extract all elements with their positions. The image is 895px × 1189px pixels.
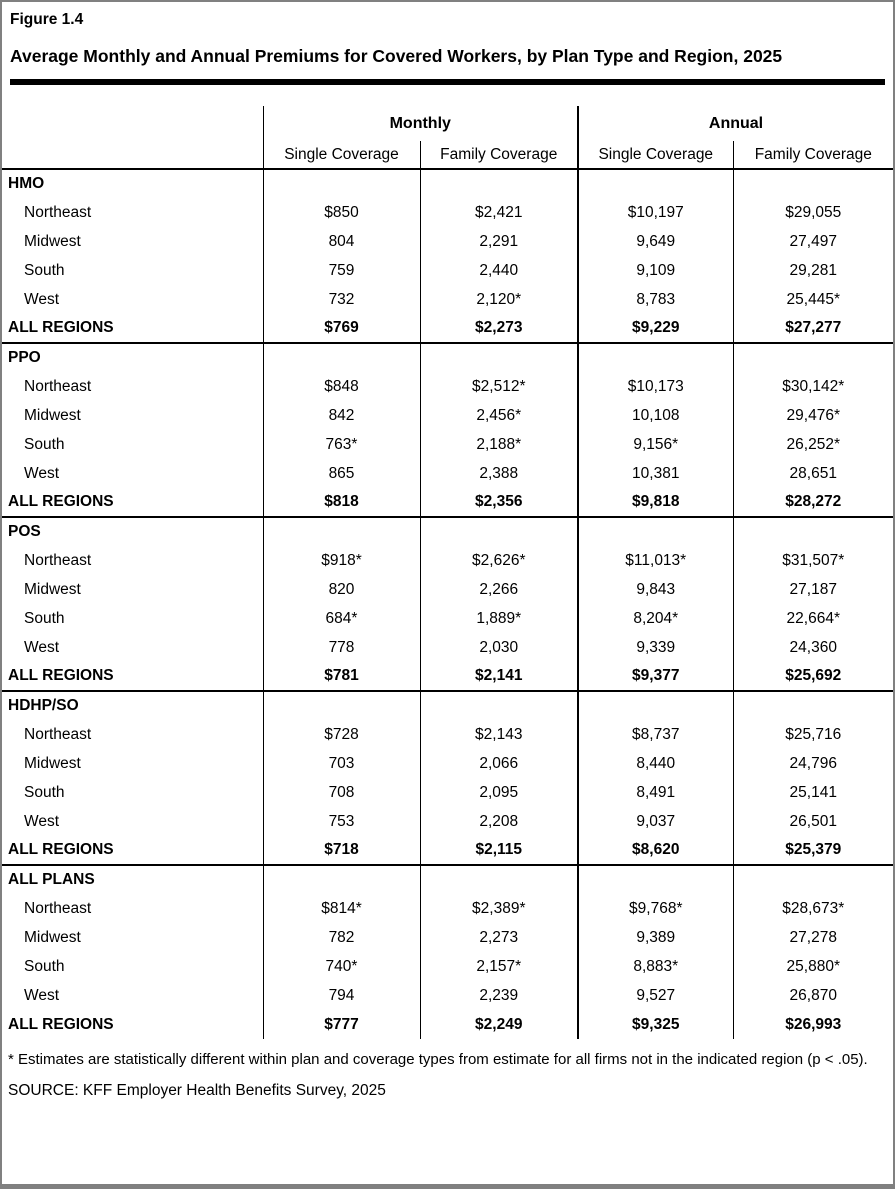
- empty-cell: [578, 691, 733, 720]
- figure-header: [2, 2, 893, 85]
- premium-value: $9,377: [578, 662, 733, 691]
- premium-value: $25,692: [733, 662, 893, 691]
- premium-value: 10,381: [578, 459, 733, 488]
- premium-value: 8,440: [578, 749, 733, 778]
- plan-section-hmo: [2, 169, 893, 343]
- premium-value: 2,120*: [420, 285, 578, 314]
- premium-value: 24,360: [733, 633, 893, 662]
- empty-cell: [263, 517, 420, 546]
- empty-cell: [420, 169, 578, 198]
- region-row-west: [2, 459, 893, 488]
- plan-header-row: [2, 517, 893, 546]
- premium-value: $9,325: [578, 1010, 733, 1039]
- region-row-northeast: [2, 720, 893, 749]
- premium-value: 753: [263, 807, 420, 836]
- premium-value: $2,249: [420, 1010, 578, 1039]
- premium-value: 708: [263, 778, 420, 807]
- premium-value: $25,716: [733, 720, 893, 749]
- premium-value: $27,277: [733, 314, 893, 343]
- premium-value: 820: [263, 575, 420, 604]
- premium-value: 8,883*: [578, 952, 733, 981]
- region-row-south: [2, 952, 893, 981]
- plan-header-row: [2, 865, 893, 894]
- premium-value: $848: [263, 372, 420, 401]
- empty-cell: [733, 517, 893, 546]
- premium-value: $11,013*: [578, 546, 733, 575]
- premium-value: $10,173: [578, 372, 733, 401]
- premium-value: $26,993: [733, 1010, 893, 1039]
- premium-value: 9,389: [578, 923, 733, 952]
- premium-value: $918*: [263, 546, 420, 575]
- premium-value: 26,501: [733, 807, 893, 836]
- premium-value: 8,783: [578, 285, 733, 314]
- region-label: Midwest: [24, 928, 81, 946]
- figure-number: Figure 1.4: [10, 11, 84, 28]
- plan-section-pos: [2, 517, 893, 691]
- region-row-northeast: [2, 546, 893, 575]
- plan-label: PPO: [2, 343, 263, 372]
- premium-value: 28,651: [733, 459, 893, 488]
- premium-value: 8,204*: [578, 604, 733, 633]
- premium-value: 2,030: [420, 633, 578, 662]
- premium-value: 10,108: [578, 401, 733, 430]
- empty-cell: [578, 517, 733, 546]
- premium-value: 25,141: [733, 778, 893, 807]
- region-label: West: [24, 812, 60, 830]
- premiums-table: [2, 106, 893, 1039]
- premium-value: 2,266: [420, 575, 578, 604]
- premium-value: 759: [263, 256, 420, 285]
- premium-value: $769: [263, 314, 420, 343]
- premium-value: 2,456*: [420, 401, 578, 430]
- region-row-midwest: [2, 749, 893, 778]
- premium-value: 29,476*: [733, 401, 893, 430]
- region-label: Northeast: [24, 203, 92, 221]
- all-regions-label: ALL REGIONS: [8, 841, 114, 858]
- premium-value: $2,512*: [420, 372, 578, 401]
- premium-value: 9,037: [578, 807, 733, 836]
- premium-value: 22,664*: [733, 604, 893, 633]
- premium-value: 778: [263, 633, 420, 662]
- premium-value: $728: [263, 720, 420, 749]
- region-label: Northeast: [24, 377, 92, 395]
- region-row-south: [2, 430, 893, 459]
- premium-value: $25,379: [733, 836, 893, 865]
- empty-cell: [420, 865, 578, 894]
- region-row-midwest: [2, 575, 893, 604]
- premium-value: $28,272: [733, 488, 893, 517]
- premium-value: 27,278: [733, 923, 893, 952]
- region-label: West: [24, 464, 60, 482]
- premium-value: $31,507*: [733, 546, 893, 575]
- region-row-midwest: [2, 923, 893, 952]
- empty-cell: [263, 169, 420, 198]
- empty-cell: [578, 865, 733, 894]
- all-regions-row: [2, 1010, 893, 1039]
- premium-value: 25,880*: [733, 952, 893, 981]
- premium-value: 2,239: [420, 981, 578, 1010]
- premium-value: 2,066: [420, 749, 578, 778]
- corner-cell: [2, 106, 263, 141]
- all-regions-row: [2, 836, 893, 865]
- empty-cell: [263, 691, 420, 720]
- region-row-northeast: [2, 372, 893, 401]
- plan-header-row: [2, 343, 893, 372]
- premium-value: 865: [263, 459, 420, 488]
- empty-cell: [420, 343, 578, 372]
- premium-value: $30,142*: [733, 372, 893, 401]
- region-row-west: [2, 807, 893, 836]
- all-regions-label: ALL REGIONS: [8, 493, 114, 510]
- plan-label: HDHP/SO: [2, 691, 263, 720]
- premium-value: 2,291: [420, 227, 578, 256]
- all-regions-row: [2, 488, 893, 517]
- premium-value: $2,273: [420, 314, 578, 343]
- monthly-family-header: Family Coverage: [420, 141, 578, 169]
- all-regions-label: ALL REGIONS: [8, 319, 114, 336]
- region-label: South: [24, 435, 65, 453]
- premium-value: 703: [263, 749, 420, 778]
- region-row-south: [2, 256, 893, 285]
- region-row-west: [2, 633, 893, 662]
- table-header: [2, 106, 893, 169]
- empty-cell: [733, 865, 893, 894]
- empty-cell: [578, 169, 733, 198]
- all-regions-label: ALL REGIONS: [8, 667, 114, 684]
- premium-value: 2,388: [420, 459, 578, 488]
- empty-cell: [420, 691, 578, 720]
- empty-cell: [420, 517, 578, 546]
- premium-value: 763*: [263, 430, 420, 459]
- premium-value: 9,527: [578, 981, 733, 1010]
- annual-single-header: Single Coverage: [578, 141, 733, 169]
- region-row-northeast: [2, 894, 893, 923]
- empty-cell: [733, 169, 893, 198]
- region-row-midwest: [2, 227, 893, 256]
- premium-value: 2,273: [420, 923, 578, 952]
- region-label: Midwest: [24, 754, 81, 772]
- region-row-west: [2, 981, 893, 1010]
- premium-value: $2,141: [420, 662, 578, 691]
- premium-value: 740*: [263, 952, 420, 981]
- premium-value: 1,889*: [420, 604, 578, 633]
- region-label: Northeast: [24, 725, 92, 743]
- premium-value: $9,768*: [578, 894, 733, 923]
- premium-value: $29,055: [733, 198, 893, 227]
- premium-value: 782: [263, 923, 420, 952]
- plan-section-hdhp-so: [2, 691, 893, 865]
- premium-value: $777: [263, 1010, 420, 1039]
- premium-value: $8,620: [578, 836, 733, 865]
- source-line: SOURCE: KFF Employer Health Benefits Survey, 2025: [8, 1082, 386, 1099]
- premium-value: 2,095: [420, 778, 578, 807]
- premium-value: $718: [263, 836, 420, 865]
- empty-cell: [733, 691, 893, 720]
- premium-value: 26,870: [733, 981, 893, 1010]
- premium-value: $2,356: [420, 488, 578, 517]
- premium-value: $10,197: [578, 198, 733, 227]
- premium-value: $814*: [263, 894, 420, 923]
- premium-value: $781: [263, 662, 420, 691]
- footnote: * Estimates are statistically different within plan and coverage types from estimate for all firms not in the indicated region (p < .05).: [8, 1051, 868, 1068]
- region-label: Midwest: [24, 580, 81, 598]
- region-row-south: [2, 604, 893, 633]
- premium-value: 794: [263, 981, 420, 1010]
- premium-value: 9,843: [578, 575, 733, 604]
- region-label: Midwest: [24, 406, 81, 424]
- region-label: Midwest: [24, 232, 81, 250]
- premium-value: 9,339: [578, 633, 733, 662]
- empty-cell: [578, 343, 733, 372]
- premium-value: 29,281: [733, 256, 893, 285]
- region-label: South: [24, 783, 65, 801]
- premium-value: 2,208: [420, 807, 578, 836]
- plan-label: HMO: [2, 169, 263, 198]
- premium-value: 804: [263, 227, 420, 256]
- column-header-row: [2, 141, 893, 169]
- premium-value: 842: [263, 401, 420, 430]
- region-label: Northeast: [24, 551, 92, 569]
- plan-section-all-plans: [2, 865, 893, 1039]
- premium-value: 9,156*: [578, 430, 733, 459]
- page-title: Average Monthly and Annual Premiums for Covered Workers, by Plan Type and Region, 2025: [10, 46, 783, 66]
- plan-header-row: [2, 691, 893, 720]
- premium-value: $2,626*: [420, 546, 578, 575]
- premium-value: $9,229: [578, 314, 733, 343]
- region-label: South: [24, 609, 65, 627]
- premium-value: 24,796: [733, 749, 893, 778]
- region-label: Northeast: [24, 899, 92, 917]
- monthly-group-header: Monthly: [263, 106, 578, 141]
- monthly-single-header: Single Coverage: [263, 141, 420, 169]
- premium-value: 732: [263, 285, 420, 314]
- all-regions-row: [2, 662, 893, 691]
- premium-value: $2,389*: [420, 894, 578, 923]
- premium-value: 8,491: [578, 778, 733, 807]
- premium-value: 27,187: [733, 575, 893, 604]
- premium-value: 26,252*: [733, 430, 893, 459]
- empty-cell: [263, 865, 420, 894]
- region-label: West: [24, 290, 60, 308]
- region-label: South: [24, 261, 65, 279]
- premium-value: $818: [263, 488, 420, 517]
- premium-value: 25,445*: [733, 285, 893, 314]
- column-group-row: [2, 106, 893, 141]
- premium-value: 2,440: [420, 256, 578, 285]
- plan-section-ppo: [2, 343, 893, 517]
- region-label: West: [24, 638, 60, 656]
- premium-value: $2,143: [420, 720, 578, 749]
- title-divider: [10, 79, 885, 85]
- all-regions-label: ALL REGIONS: [8, 1015, 114, 1033]
- region-label: South: [24, 957, 65, 975]
- annual-group-header: Annual: [578, 106, 893, 141]
- premium-value: 2,188*: [420, 430, 578, 459]
- region-row-west: [2, 285, 893, 314]
- plan-label: ALL PLANS: [2, 865, 263, 894]
- empty-cell: [263, 343, 420, 372]
- premium-value: $2,421: [420, 198, 578, 227]
- corner-cell: [2, 141, 263, 169]
- region-label: West: [24, 986, 60, 1004]
- premium-value: 9,649: [578, 227, 733, 256]
- premium-value: 27,497: [733, 227, 893, 256]
- empty-cell: [733, 343, 893, 372]
- annual-family-header: Family Coverage: [733, 141, 893, 169]
- all-regions-row: [2, 314, 893, 343]
- premium-value: $850: [263, 198, 420, 227]
- region-row-midwest: [2, 401, 893, 430]
- region-row-south: [2, 778, 893, 807]
- premium-value: 2,157*: [420, 952, 578, 981]
- premium-value: $2,115: [420, 836, 578, 865]
- premium-value: $8,737: [578, 720, 733, 749]
- plan-label: POS: [2, 517, 263, 546]
- premium-value: $28,673*: [733, 894, 893, 923]
- plan-header-row: [2, 169, 893, 198]
- premium-value: $9,818: [578, 488, 733, 517]
- premium-value: 9,109: [578, 256, 733, 285]
- region-row-northeast: [2, 198, 893, 227]
- premium-value: 684*: [263, 604, 420, 633]
